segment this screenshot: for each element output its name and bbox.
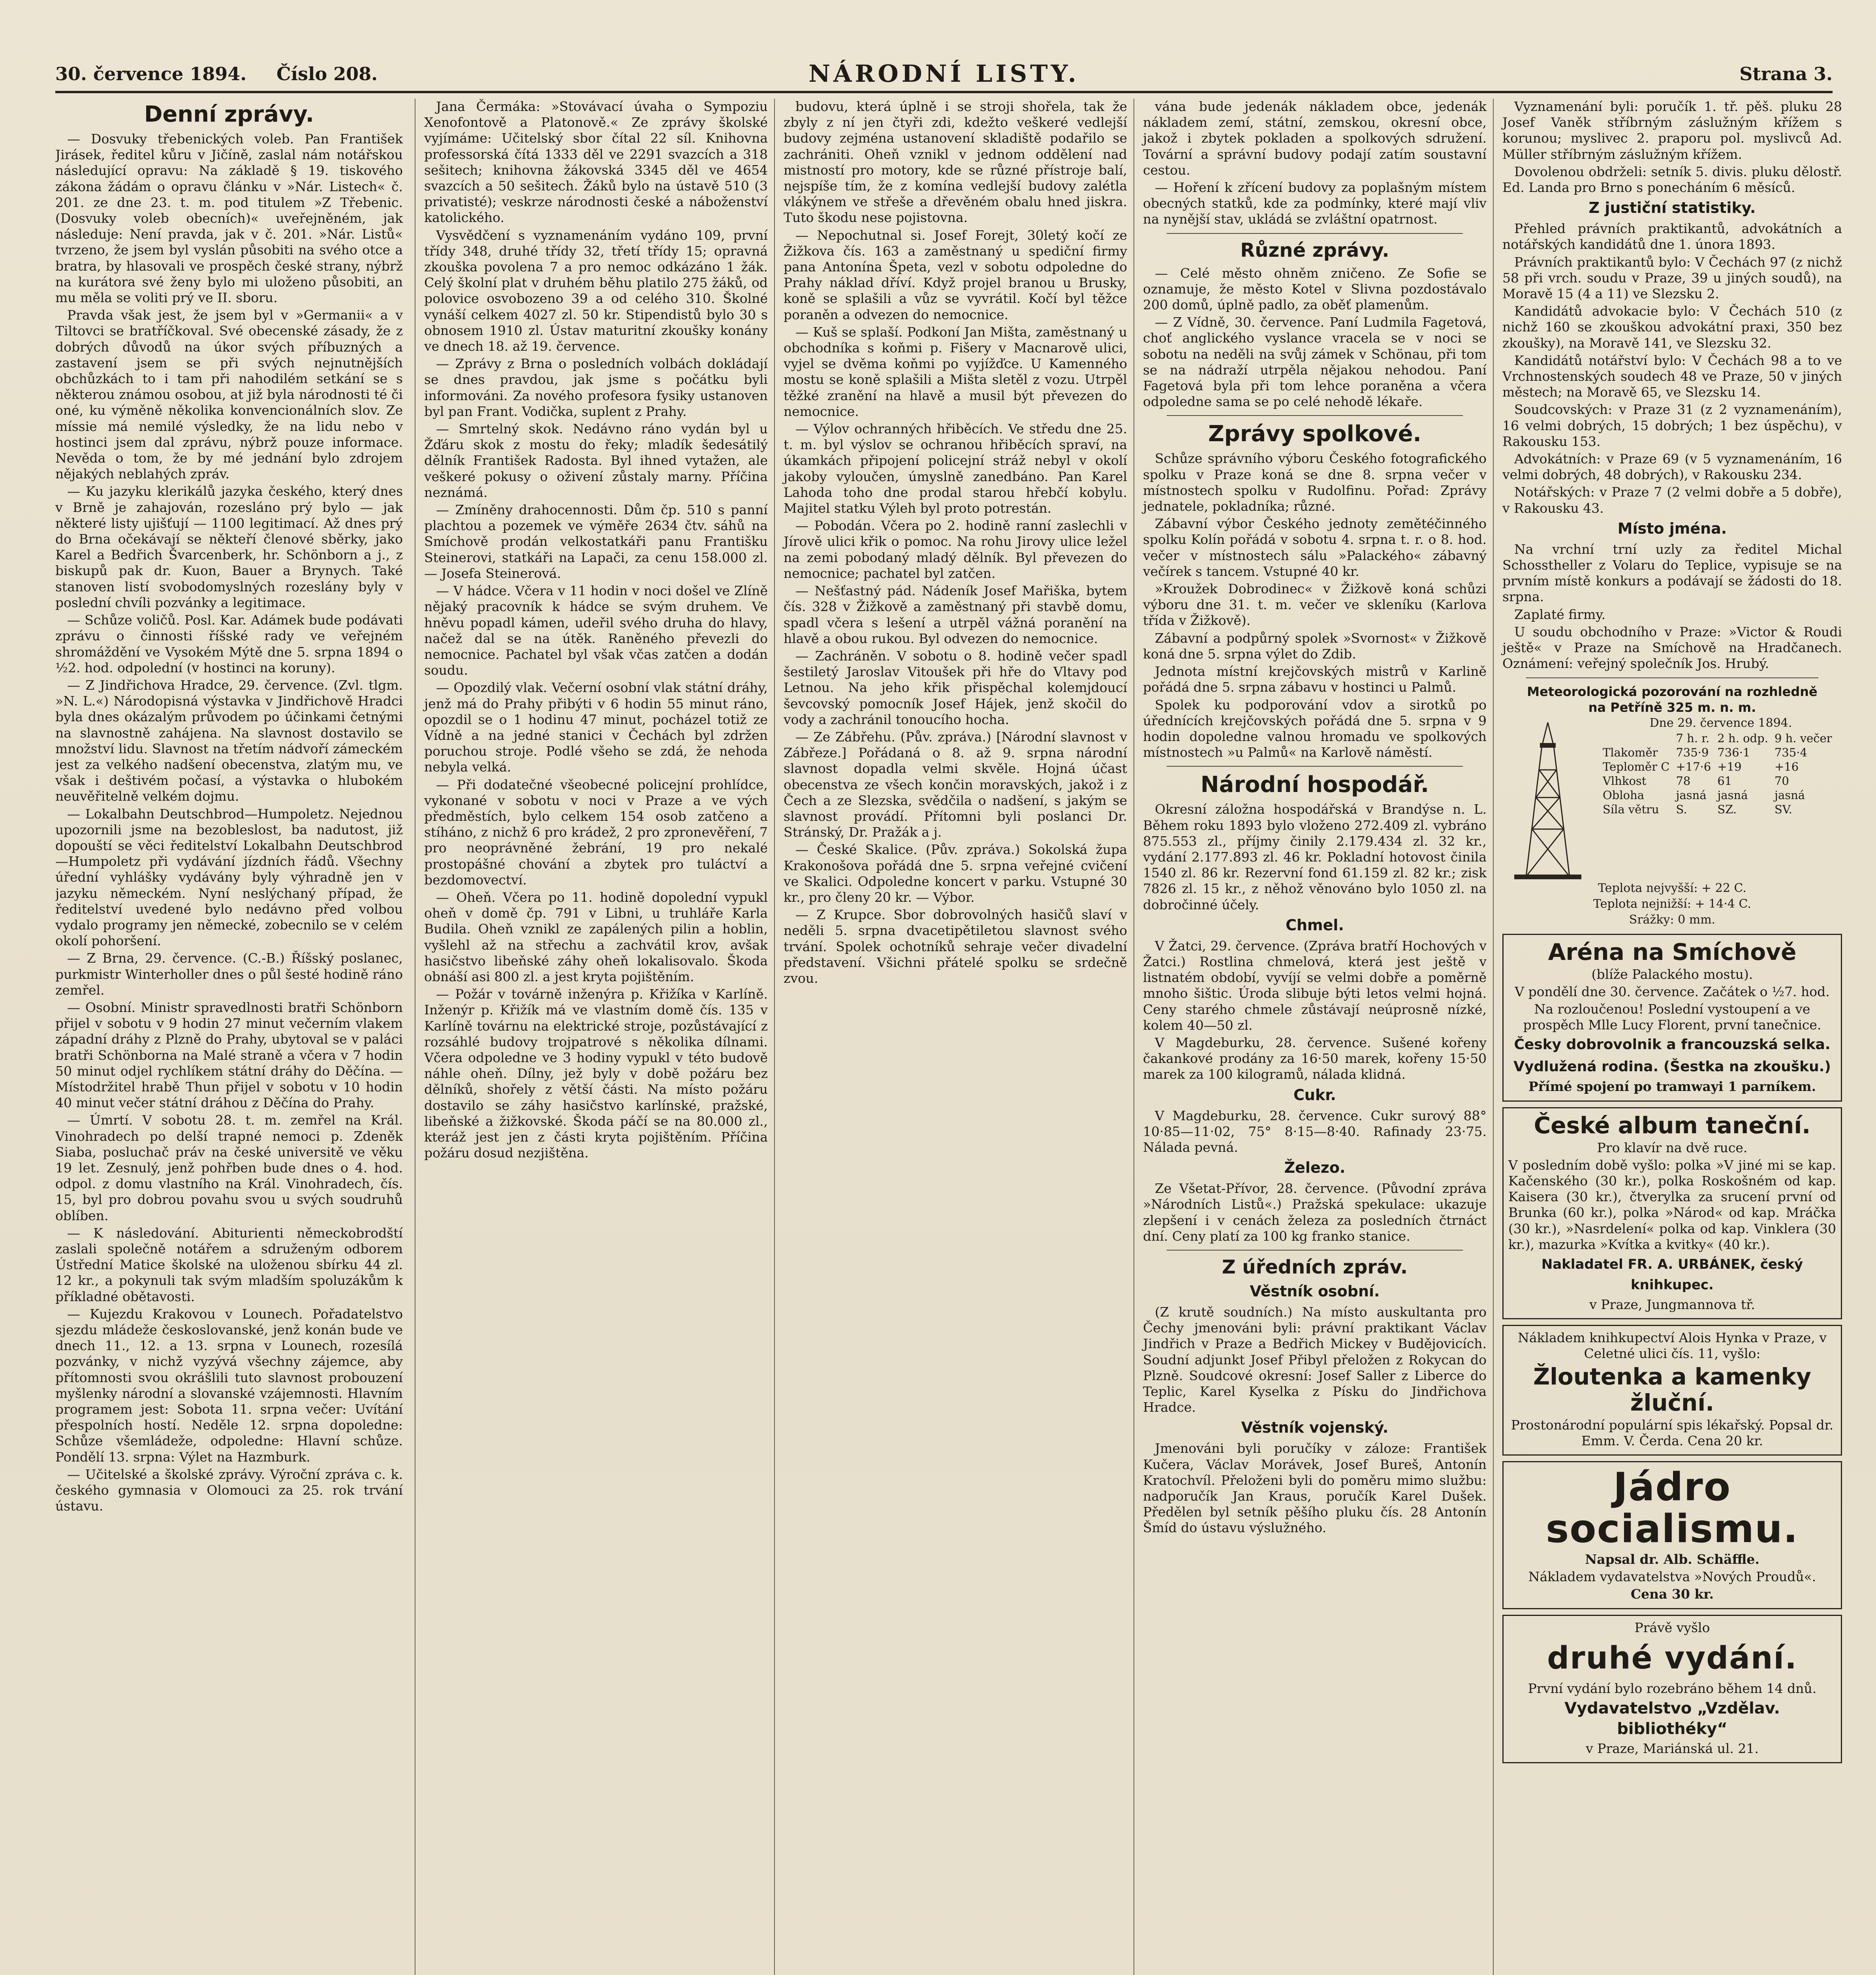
weather-row-label: Vlhkost bbox=[1603, 774, 1647, 788]
col5-intro bbox=[1502, 99, 1842, 196]
col2-articles bbox=[424, 99, 768, 1161]
page-number: Strana 3. bbox=[1739, 63, 1833, 85]
section-heading-statistika: Z justiční statistiky. bbox=[1588, 199, 1756, 217]
article-paragraph: — Pobodán. Včera po 2. hodině ranní zaslechli v Jírově ulici křik o pomoc. Na rohu Jirovy ulice ležel na zemi pobodaný mladý dělník. Byl převezen do nemocnice; pachatel byl zatčen. bbox=[784, 518, 1127, 581]
ad-album bbox=[1502, 1107, 1842, 1320]
article-paragraph: budovu, která úplně i se stroji shořela, tak že zbyly z ní jen čtyři zdi, kdežto veškeré vedlejší budovy zejména ustanovení skladiště podařilo se zachrániti. Oheň vznikl v jednom oddělení nad mistností pro motory, kde se různé přístroje balí, nejspíše tím, že z komína vedlejší budovy zalétla vlákýnem ve střeše a dřevěném obalu hned jiskra. Tuto škodu nese pojistovna. bbox=[784, 99, 1127, 226]
ruzne-articles bbox=[1143, 265, 1487, 410]
druhe-publisher: Vydavatelstvo „Vzdělav. bibliothéky“ bbox=[1564, 1699, 1780, 1738]
druhe-pre: Právě vyšlo bbox=[1634, 1620, 1710, 1635]
article-paragraph: V Magdeburku, 28. července. Cukr surový 88° 10·85—11·02, 75° 8·15—8·40. Rafinady 23·75. Nálada pevná. bbox=[1143, 1108, 1487, 1155]
column-4 bbox=[1133, 99, 1495, 1975]
article-paragraph: Zaplaté firmy. bbox=[1514, 606, 1606, 622]
arena-sub: (blíže Palackého mostu). bbox=[1591, 966, 1753, 982]
weather-cell: SV. bbox=[1774, 803, 1792, 816]
article-paragraph: — Celé město ohněm zničeno. Ze Sofie se oznamuje, že město Kotel v Slivna pozdostávalo 200 domů, úplně padlo, za oběť plamenům. bbox=[1143, 265, 1487, 313]
album-publisher-address: v Praze, Jungmannova tř. bbox=[1589, 1296, 1755, 1312]
section-heading-spolkove: Zprávy spolkové. bbox=[1208, 421, 1421, 447]
article-paragraph: — V hádce. Včera v 11 hodin v noci došel ve Zlíně nějaký pracovník k hádce se svým druhem. Ve hněvu popadl kámen, udeřil svého druha do hlavy, načež dal se na útěk. Raněného převezli do nemocnice. Pachatel byl však včas zatčen a dodán soudu. bbox=[424, 583, 768, 678]
ad-arena bbox=[1502, 934, 1842, 1102]
article-paragraph: — Ku jazyku klerikálů jazyka českého, který dnes v Brně je zahajován, rozesláno prý bylo — jak některé listy ujišťují — 1100 legitimací. Až dnes prý do Brna očekávají se někteří členové sběrky, jako Karel a Bedřich Švarcenberk, hr. Schönborn a j., z biskupů pak dr. Kuon, Bauer a Brynych. Také stanoven listí svobodomyslných rozeslány byly v poslední chvíli pozvánky a legitimace. bbox=[55, 483, 403, 610]
firms-articles bbox=[1502, 624, 1842, 672]
newspaper-title: NÁRODNÍ LISTY. bbox=[808, 60, 1079, 88]
arena-line5: Přímé spojení po tramwayi 1 parníkem. bbox=[1528, 1079, 1816, 1095]
article-paragraph: »Kroužek Dobrodinec« v Žižkově koná schůzi výboru dne 31. t. m. večer ve skleníku (Karlova třída v Žižkově). bbox=[1143, 581, 1487, 628]
article-paragraph: — Schůze voličů. Posl. Kar. Adámek bude podávati zprávu o činnosti říšské rady ve veřejném shromáždění ve Vysokém Mýtě dne 5. srpna 1894 o ½2. hod. odpolední (v hostinci na koruny). bbox=[55, 612, 403, 675]
article-paragraph: — České Skalice. (Pův. zpráva.) Sokolská župa Krakonošova pořádá dne 5. srpna veřejné cvičení ve Skalici. Odpoledne koncert v parku. Vstupné 30 kr., pro členy 20 kr. — Výbor. bbox=[784, 842, 1127, 905]
article-paragraph: — Výlov ochranných hřiběcích. Ve středu dne 25. t. m. byl výslov se ochranou hřiběcích spraví, na úkamkách připojení policejní stráž nebyl v okolí jakoby vyloučen, úmyslně zanedbáno. Pan Karel Lahoda toho dne prodal starou hřebčí kobylu. Majitel statku Výleh byl proto potrestán. bbox=[784, 421, 1127, 516]
section-heading-urad: Z úředních zpráv. bbox=[1222, 1256, 1408, 1278]
divider bbox=[1167, 233, 1463, 234]
article-paragraph: Soudcovských: v Praze 31 (z 2 vyznamenáním), 16 velmi dobrých, 15 dobrých; 1 bez úspěchu), v Rakousku 153. bbox=[1502, 402, 1842, 449]
jadro-publisher: Nákladem vydavatelstva »Nových Proudů«. bbox=[1528, 1569, 1816, 1585]
article-paragraph: (Z krutě soudních.) Na místo auskultanta pro Čechy jmenováni byli: právní praktikant Václav Jindřich v Praze a Bedřich Mickey v Budějovicích. Soudní adjunkt Josef Přibyl přeložen z Rokycan do Plzně. Soudcové okresní: Josef Saller z Liberce do Teplic, Karel Kyselka z Písku do Jindřichova Hradce. bbox=[1143, 1304, 1487, 1415]
article-paragraph: Na vrchní trní uzly za ředitel Michal Schosstheller z Volaru do Teplice, vypisuje se na prvním místě konkurs a podávají se žádosti do 18. srpna. bbox=[1502, 541, 1842, 605]
weather-title: Meteorologická pozorování na rozhledně bbox=[1527, 684, 1818, 699]
article-paragraph: — K následování. Abiturienti německobrodští zaslali společně notářem a sdruženým odborem Ústřední Matice školské na uloženou sbírku 44 zl. 12 kr., a pokynuli tak svým mladším spoluzákům k příkladné obětavosti. bbox=[55, 1225, 403, 1304]
col3-articles bbox=[784, 99, 1127, 986]
weather-rain: Srážky: 0 mm. bbox=[1629, 913, 1716, 927]
article-paragraph: Právních praktikantů bylo: V Čechách 97 (z nichž 58 při vrch. soudu v Praze, 39 u jiných soudů), na Moravě 15 (4 a 11) ve Slezsku 2. bbox=[1502, 254, 1842, 302]
ad-zlutenka bbox=[1502, 1325, 1842, 1456]
subheading-chmel: Chmel. bbox=[1286, 916, 1344, 934]
jadro-author: Napsal dr. Alb. Schäffle. bbox=[1585, 1551, 1759, 1567]
weather-cell: jasná bbox=[1774, 788, 1805, 802]
druhe-body: První vydání bylo rozebráno během 14 dnů. bbox=[1528, 1680, 1817, 1696]
article-paragraph: Kandidátů advokacie bylo: V Čechách 510 (z nichž 160 se zkouškou advokátní praxi, 350 bez zkoušky), na Moravě 141, ve Slezsku 32. bbox=[1502, 303, 1842, 351]
album-title: České album taneční. bbox=[1534, 1112, 1811, 1139]
article-paragraph: — Osobní. Ministr spravedlnosti bratři Schönborn přijel v sobotu v 9 hodin 27 minut večerním vlakem západní dráhy z Plzně do Prahy, ubytoval se v paláci bratři Schönborna na Malé straně a včera v 7 hodin 50 minut odjel rychlíkem státní dráhy do Děčína. — Místodržitel hrabě Thun přijel v sobotu v 10 hodin 40 minut večer státní dráhou z Děčína do Prahy. bbox=[55, 999, 403, 1111]
subheading-cukr: Cukr. bbox=[1293, 1086, 1336, 1104]
article-paragraph: — Nešťastný pád. Nádeník Josef Mařiška, bytem čís. 328 v Žižkově a zaměstnaný při stavbě domu, spadl včera s lešení a utrpěl vážná poranění na hlavě a obou rukou. Byl odvezen do nemocnice. bbox=[784, 583, 1127, 646]
petrin-tower-illustration bbox=[1502, 719, 1593, 880]
weather-cell: +17·6 bbox=[1676, 760, 1711, 774]
chmel-articles bbox=[1143, 938, 1487, 1083]
weather-table bbox=[1600, 731, 1835, 816]
article-paragraph: Dovolenou obdrželi: setník 5. divis. pluku dělostř. Ed. Landa pro Brno s ponecháním 6 měsíců. bbox=[1502, 164, 1842, 196]
album-sub: Pro klavír na dvě ruce. bbox=[1597, 1140, 1748, 1155]
hospodar-articles bbox=[1143, 801, 1487, 912]
article-paragraph: Ze Všetat-Přívor, 28. července. (Původní zpráva »Národních Listů«.) Pražská spekulace: ukazuje zlepšení i v cenách železa za posledních čtrnáct dní. Ceny platí za 100 kg franko stanice. bbox=[1143, 1181, 1487, 1244]
weather-col-header: 9 h. večer bbox=[1774, 732, 1832, 745]
article-paragraph: — Kuš se splaší. Podkoní Jan Mišta, zaměstnaný u obchodníka s koňmi p. Fišery v Macnarově ulici, vyjel se dvěma koňmi po vyjížďce. U Kamenného mostu se koně splašili a Mišta sletěl z vozu. Utrpěl těžké zranění na hlavě a musil být převezen do nemocnice. bbox=[784, 324, 1127, 419]
column-5 bbox=[1493, 99, 1842, 1975]
article-paragraph: Schůze správního výboru Českého fotografického spolku v Praze koná se dne 8. srpna večer v místnostech spolku v Rudolfinu. Pořad: Zprávy jednatele, pokladníka; různé. bbox=[1143, 451, 1487, 514]
article-paragraph: Notářských: v Praze 7 (2 velmi dobře a 5 dobře), v Rakousku 43. bbox=[1502, 484, 1842, 516]
col1-articles bbox=[55, 131, 403, 1514]
weather-col-header: 2 h. odp. bbox=[1717, 732, 1768, 745]
statistika-articles bbox=[1502, 221, 1842, 516]
druhe-title: druhé vydání. bbox=[1547, 1640, 1797, 1676]
weather-row-label: Obloha bbox=[1603, 788, 1645, 802]
zlutenka-title: Žloutenka a kamenky žluční. bbox=[1533, 1363, 1811, 1416]
weather-date: Dne 29. července 1894. bbox=[1649, 716, 1792, 730]
masthead bbox=[55, 59, 1833, 93]
arena-line3: Česky dobrovolnik a francouzská selka. bbox=[1514, 1036, 1831, 1053]
spolkove-articles bbox=[1143, 451, 1487, 760]
article-paragraph: Spolek ku podporování vdov a sirotků po úřednících krejčovských pořádá dne 5. srpna v 9 hodin dopoledne valnou hromadu ve spolkových místnostech »u Palmů« na Karlově náměstí. bbox=[1143, 697, 1487, 760]
weather-cell: 70 bbox=[1774, 774, 1789, 788]
weather-report bbox=[1502, 684, 1842, 928]
weather-cell: 61 bbox=[1717, 774, 1732, 788]
cukr-articles bbox=[1143, 1108, 1487, 1156]
divider bbox=[1167, 1250, 1463, 1251]
weather-cell: 78 bbox=[1676, 774, 1691, 788]
weather-tmin: Teplota nejnižší: + 14·4 C. bbox=[1593, 897, 1751, 911]
album-publisher: Nakladatel FR. A. URBÁNEK, český knihkupec. bbox=[1541, 1256, 1803, 1293]
column-2 bbox=[415, 99, 776, 1975]
jadro-title: Jádro socialismu. bbox=[1545, 1464, 1799, 1552]
ad-druhe-vydani bbox=[1502, 1615, 1842, 1764]
article-paragraph: Jana Čermáka: »Stovávací úvaha o Sympoziu Xenofontově a Platonově.« Ze zprávy školské vyjímáme: Učitelský sbor čítal 22 síl. Knihovna professorská čítá 1333 děl ve 2291 svazcích a 318 sešitech; knihovna žákovská 3345 děl ve 4654 svazcích a 50 sešitech. Žáků bylo na ústavě 510 (3 privatisté); veskrze národnosti české a náboženství katolického. bbox=[424, 99, 768, 226]
article-paragraph: — Ze Zábřehu. (Pův. zpráva.) [Národní slavnost v Zábřeze.] Pořádaná o 8. až 9. srpna národní slavnost dopadla velmi skvěle. Hojná účast obecenstva ze všech končin moravských, jakož i z Čech a ze Slezska, svědčila o nadšení, s jakým se slavnost provádí. Přítomni byli poslanci Dr. Stránský, Dr. Pražák a j. bbox=[784, 729, 1127, 840]
ad-jadro bbox=[1502, 1461, 1842, 1609]
article-paragraph: Pravda však jest, že jsem byl v »Germanii« a v Tiltovci se bratříčkoval. Své obecenské zásady, že z dobrých důvodů na úkor svých příbuzných a zastavení jsem se při svých nejnutnějších obchůzkách to i tam při nahodilém setkání se s některou známou osobou, at již byla národnosti té či oné, ku výměně několika konvencionálních slov. Ze míssie má nemilé výsledky, že na lidu nebo v hostinci jsem dal zprávu, nýbrž pouze informace. Nevěda o tom, že by mé jednání bylo zdrojem nějakých neblahých zpráv. bbox=[55, 307, 403, 482]
weather-row-label: Tlakoměr bbox=[1603, 746, 1658, 760]
article-paragraph: — Opozdilý vlak. Večerní osobní vlak státní dráhy, jenž má do Prahy přibýti v 6 hodin 55 minut ráno, opozdil se o 1 hodinu 47 minut, pocházel totiž ze Vídně a na jedné stanici v Čechách byl zdržen poruchou stroje. Podlé všeho se zdá, že nehoda nebyla velká. bbox=[424, 680, 768, 775]
article-paragraph: vána bude jedenák nákladem obce, jedenák nákladem zemí, státní, zemskou, okresní obce, jakož i zbytek pokladen a spolkových sdružení. Tovární a správní budovy podají zatím soustavní cestou. bbox=[1143, 99, 1487, 178]
weather-cell: 736·1 bbox=[1717, 746, 1750, 760]
voj-articles bbox=[1143, 1441, 1487, 1536]
article-paragraph: Vysvědčení s vyznamenáním vydáno 109, první třídy 348, druhé třídy 32, třetí třídy 15; opravná zkouška povolena 7 a pro nemoc odkázáno 1 žák. Celý školní plat v druhém běhu platilo 275 žáků, od polovice osvobozeno 39 a od celého 310. Školné vynáší celkem 4027 zl. 50 kr. Stipendistů bylo 30 s obnosem 1910 zl. Ústav maturitní zkoušky konány ve dnech 18. až 19. července. bbox=[424, 227, 768, 354]
article-paragraph: — Při dodatečné všeobecné policejní prohlídce, vykonané v sobotu v noci v Praze a ve vých předměstích, bylo celkem 154 osob zatčeno a stíháno, z nichž 6 pro krádež, 2 pro zpronevěření, 7 pro neoprávněné žebrání, 19 pro nekalé prostopášné chování a zbytek pro tuláctví a bezdomovectví. bbox=[424, 777, 768, 888]
weather-col-header: 7 h. r. bbox=[1676, 732, 1710, 745]
article-paragraph: — Zachráněn. V sobotu o 8. hodině večer spadl šestiletý Jaroslav Vitoušek při hře do Vltavy pod Letnou. Na jeho křik přispěchal kolemjdoucí ševcovský pomocník Josef Hájek, jenž skočil do vody a zachránil tonoucího hocha. bbox=[784, 648, 1127, 727]
article-paragraph: Vyznamenání byli: poručík 1. tř. pěš. pluku 28 Josef Vaněk stříbrným záslužným křížem s korunou; myslivec 2. praporu pol. myslivců Ad. Müller stříbrným záslužným křížem. bbox=[1502, 99, 1842, 162]
weather-row-label: Teploměr C bbox=[1603, 760, 1670, 774]
article-paragraph: — Úmrtí. V sobotu 28. t. m. zemřel na Král. Vinohradech po delší trapné nemoci p. Zdeněk Siaba, posluchač práv na české universitě ve věku 19 let. Zesnulý, jenž pohřben bude dnes o 4. hod. odpol. z domu vlastního na Král. Vinohradech, čís. 15, byl pro dobrou povahu svou u svých soudruhů oblíben. bbox=[55, 1112, 403, 1223]
column-1 bbox=[55, 99, 412, 1975]
article-paragraph: — Nepochutnal si. Josef Forejt, 30letý kočí ze Žižkova čís. 163 a zaměstnaný u spediční firmy pana Antonína Špeta, vezl v sobotu odpoledne do Prahy náklad dříví. Když projel branou u Brusky, koně se splašili a vůz se vyvrátil. Kočí byl těžce poraněn a odvezen do nemocnice. bbox=[784, 227, 1127, 322]
weather-tmax: Teplota nejvyšší: + 22 C. bbox=[1598, 881, 1746, 895]
article-paragraph: Kandidátů notářství bylo: V Čechách 98 a to ve Vrchnostenských soudech 48 ve Praze, 50 v jiných městech; na Moravě 65, ve Slezsku 14. bbox=[1502, 352, 1842, 400]
weather-row-label: Síla větru bbox=[1603, 803, 1659, 816]
article-paragraph: Přehled právních praktikantů, advokátních a notářských kandidátů dne 1. února 1893. bbox=[1502, 221, 1842, 252]
article-paragraph: Okresní záložna hospodářská v Brandýse n. L. Během roku 1893 bylo vloženo 272.409 zl. vybráno 875.553 zl., příjmy činily 2.179.434 zl. 32 kr., vydání 2.177.893 zl. 46 kr. Pokladní hotovost činila 1540 zl. 86 kr. Rezervní fond 61.159 zl. 82 kr.; zisk 7826 zl. 15 kr., z něhož věnováno bylo 1050 zl. na dobročinné účely. bbox=[1143, 801, 1487, 912]
article-paragraph: — Oheň. Včera po 11. hodině dopolední vypukl oheň v domě čp. 791 v Libni, u truhláře Karla Budila. Oheň vznikl ze zapálených pilin a hoblin, vyšlehl až na střechu a zachvátil krov, avšak hasičstvo libeňské záhy oheň lokalisovalo. Škoda obnáší asi 800 zl. a jest kryta pojištěním. bbox=[424, 889, 768, 984]
jadro-price: Cena 30 kr. bbox=[1630, 1586, 1714, 1602]
divider bbox=[1167, 415, 1463, 416]
zelezo-articles bbox=[1143, 1181, 1487, 1244]
article-paragraph: — Učitelské a školské zprávy. Výroční zpráva c. k. českého gymnasia v Olomouci za 25. rok trvání ústavu. bbox=[55, 1466, 403, 1514]
article-paragraph: Advokátních: v Praze 69 (v 5 vyznamenáním, 16 velmi dobrých, 48 dobrých), v Rakousku 234. bbox=[1502, 451, 1842, 483]
weather-cell: jasná bbox=[1676, 788, 1707, 802]
issue-number: Číslo 208. bbox=[276, 63, 378, 85]
article-paragraph: Zábavní výbor Českého jednoty zemětéčinného spolku Kolín pořádá v sobotu 4. srpna t. r. o 8. hod. večer v místnostech sálu »Palackého« zábavný večírek s tancem. Vstupné 40 kr. bbox=[1143, 516, 1487, 579]
weather-cell: 735·4 bbox=[1774, 746, 1807, 760]
article-paragraph: Jednota místní krejčovských mistrů v Karlině pořádá dne 5. srpna zábavu v hostinci u Palmů. bbox=[1143, 664, 1487, 695]
arena-line2: Na rozloučenou! Poslední vystoupení a ve prospěch Mlle Lucy Florent, první tanečnice. bbox=[1523, 1001, 1821, 1033]
article-paragraph: — Kujezdu Krakovou v Lounech. Pořadatelstvo sjezdu mládeže českoslovanské, jenž konán bude ve dnech 11., 12. a 13. srpna v Lounech, rozesílá pozvánky, v nichž vyzývá všechny zájemce, aby přítomnosti svou okrášlili tuto slavnost probouzení myšlenky národní a slovanské vzájemnosti. Hlavním programem jest: Sobota 11. srpna večer: Uvítání přespolních hostí. Neděle 12. srpna dopoledne: Schůze všemládeže, odpoledne: Hlavní schůze. Pondělí 13. srpna: Výlet na Hazmburk. bbox=[55, 1306, 403, 1465]
columns bbox=[55, 99, 1840, 1975]
article-paragraph: V Magdeburku, 28. července. Sušené kořeny čakankové prodány za 16·50 marek, kořeny 15·50 marek za 100 kilogramů, nálada klidná. bbox=[1143, 1035, 1487, 1082]
article-paragraph: — Zprávy z Brna o posledních volbách dokládají se dnes pravdou, jak jsme s počátku byli informováni. Za nového profesora fysiky ustanoven byl pan Frant. Vodička, suplent z Prahy. bbox=[424, 356, 768, 419]
article-paragraph: — Z Vídně, 30. července. Paní Ludmila Fagetová, choť anglického vyslance vracela se v noci se sobotu na neděli na svůj zámek v Schönau, při tom se na nádraží utrpěla nějakou nehodou. Paní Fagetová byla při tom lehce poraněna a včera odpoledne sama se po celé nehodě lékaře. bbox=[1143, 314, 1487, 410]
article-paragraph: — Zmíněny drahocennosti. Dům čp. 510 s panní plachtou a pozemek ve výměře 2634 čtv. sáhů na Smíchově prodán velkostatkáři panu Františku Steinerovi, statkáři na Lapači, za cenu 158.000 zl. — Josefa Steinerová. bbox=[424, 502, 768, 581]
weather-cell: +16 bbox=[1774, 760, 1799, 774]
article-paragraph: Jmenováni byli poručíky v záloze: František Kučera, Václav Morávek, Josef Bureš, Antonín Kratochvíl. Přeloženi byli do poměru mimo službu: nadporučík Jan Kraus, poručík Karel Dušek. Předělen byl setník pěšího pluku čís. 28 Antonín Šmíd do ústavu výslužného. bbox=[1143, 1441, 1487, 1536]
weather-cell: +19 bbox=[1717, 760, 1742, 774]
article-paragraph: — Lokalbahn Deutschbrod—Humpoletz. Nejednou upozornili jsme na bezobleslost, ba nadutost, již dopouští se věci ředitelství Lokalbahn Deutschbrod—Humpoletz při vydávání jízdních řádů. Všechny úřední vyhlášky vydávány byly výhradně jen v jazyku německém. Nyní neslýchaný případ, že ředitelství uvedené bylo nedávno před volbou vydalo programy jen německé, zobecnilo se v celém okolí pohoršení. bbox=[55, 806, 403, 949]
column-3 bbox=[774, 99, 1136, 1975]
issue-date: 30. července 1894. bbox=[55, 63, 247, 85]
article-paragraph: U soudu obchodního v Praze: »Victor & Roudi ještě« v Praze na Smíchově na Hradčanech. Oznámení: veřejný společník Jos. Hrubý. bbox=[1502, 624, 1842, 672]
subheading-zelezo: Železo. bbox=[1284, 1159, 1346, 1177]
article-paragraph: — Dosvuky třebenických voleb. Pan František Jirásek, ředitel kůru v Jičíně, zaslal nám notářskou následující opravu: Na základě § 19. tiskového zákona žádám o opravu článku v »Nár. Listech« č. 201. ze dne 23. t. m. pod titulem »Z Třebenic. (Dosvuky voleb obecních)« uveřejněném, jak následuje: Není pravda, jak v č. 201. »Nár. Listů« tvrzeno, že jsem byl vyslán působiti na svého otce a bratra, by hlasovali ve prospěch české strany, nýbrž na kurátora své ženy bylo mi uloženo působiti, an mu měla se voliti prý ve II. sboru. bbox=[55, 131, 403, 306]
subheading-vestnik-vojensky: Věstník vojenský. bbox=[1241, 1419, 1389, 1437]
article-paragraph: Zábavní a podpůrný spolek »Svornost« v Žižkově koná dne 5. srpna výlet do Zdib. bbox=[1143, 630, 1487, 662]
arena-title: Aréna na Smíchově bbox=[1548, 938, 1797, 965]
col4-intro bbox=[1143, 99, 1487, 228]
article-paragraph: — Z Jindřichova Hradce, 29. července. (Zvl. tlgm. »N. L.«) Národopisná výstavka v Jindřichově Hradci byla dnes okázalým průvodem po účinkami četnými na slavnostně zahájena. Na slavnost dostavilo se množství lidu. Slavnost na třetím nádvoří zámeckém jest za velkého nadšení obecenstva, zlatým mu, ve však i deštivém počasí, a výstavka o hlubokém neuvěřitelně velkém dojmu. bbox=[55, 677, 403, 804]
article-paragraph: V Žatci, 29. července. (Zpráva bratří Hochových v Žatci.) Rostlina chmelová, která jest ještě v listnatém období, vyvíjí se velmi dobře a poměrně mnoho šištic. Úroda slibuje býti letos velmi hojná. Ceny starého chmele zůstávají neúprosně nízké, kolem 40—50 zl. bbox=[1143, 938, 1487, 1033]
weather-cell: SZ. bbox=[1717, 803, 1737, 816]
divider bbox=[1167, 766, 1463, 767]
misto-articles bbox=[1502, 542, 1842, 623]
article-paragraph: — Smrtelný skok. Nedávno ráno vydán byl u Žďáru skok z mostu do řeky; mladík šedesátilý dělník František Radosta. Byl ihned vytažen, ale veškeré pokusy o oživení zůstaly marny. Příčina neznámá. bbox=[424, 421, 768, 500]
weather-subtitle: na Petříně 325 m. n. m. bbox=[1588, 700, 1756, 715]
section-heading-hospodar: Národní hospodář. bbox=[1200, 772, 1429, 798]
weather-cell: jasná bbox=[1717, 788, 1748, 802]
article-paragraph: — Z Brna, 29. července. (C.-B.) Říšský poslanec, purkmistr Winterholler dnes o půl šesté hodině ráno zemřel. bbox=[55, 950, 403, 998]
section-heading-ruzne: Různé zprávy. bbox=[1240, 239, 1389, 261]
zlutenka-pre: Nákladem knihkupectví Alois Hynka v Praze, v Celetné ulici čís. 11, vyšlo: bbox=[1518, 1330, 1827, 1362]
zlutenka-body: Prostonárodní populární spis lékařský. Popsal dr. Emm. V. Čerda. Cena 20 kr. bbox=[1511, 1417, 1834, 1448]
album-body: V posledním době vyšlo: polka »V jiné mi se kap. Kačenského (30 kr.), polka Roskošném od kap. Kaisera (30 kr.), čtverylka za srucení první od Brunka (60 kr.), polka »Národ« od kap. Mráčka (30 kr.), »Nasrdelení« polka od kap. Vinklera (30 kr.), mazurka »Kvítka a kvitky« (40 kr.). bbox=[1508, 1157, 1836, 1252]
section-heading-denni: Denní zprávy. bbox=[144, 102, 314, 127]
article-paragraph: — Požár v továrně inženýra p. Křižíka v Karlíně. Inženýr p. Křižík má ve vlastním domě čís. 135 v Karlíně továrnu na elektrické stroje, pozůstávající z rozsáhlé budovy trojpatrové s několika dílnami. Včera odpoledne ve 3 hodiny vypukl v této budově náhle oheň. Dílny, jež byly v době požáru bez dělníků, shořely z větší části. Na místo požáru dostavilo se záhy hasičstvo karlínské, pražské, libeňské a žižkovské. Škoda páčí se na 80.000 zl., kteráž jest jen z části kryta pojištěním. Příčina požáru dosud nezjištěna. bbox=[424, 986, 768, 1161]
subheading-misto: Místo jména. bbox=[1617, 519, 1727, 537]
weather-cell: S. bbox=[1676, 803, 1687, 816]
weather-cell: 735·9 bbox=[1676, 746, 1709, 760]
subheading-vestnik-osobni: Věstník osobní. bbox=[1250, 1282, 1380, 1300]
article-paragraph: — Hoření k zřícení budovy za poplašným místem obecných statků, kde za podmínky, které mají vliv na nynější stav, ukládá se zvláštní opatrnost. bbox=[1143, 180, 1487, 227]
divider bbox=[1526, 677, 1818, 678]
article-paragraph: — Z Krupce. Sbor dobrovolných hasičů slaví v neděli 5. srpna dvacetipětiletou slavnost svého trvání. Spolek ochotníků sehraje večer divadelní představení. Všichni přátelé spolku se srdečně zvou. bbox=[784, 907, 1127, 986]
arena-line4: Vydlužená rodina. (Šestka na zkoušku.) bbox=[1513, 1059, 1831, 1075]
arena-line1: V pondělí dne 30. července. Začátek o ½7. hod. bbox=[1515, 984, 1830, 999]
urad-articles bbox=[1143, 1304, 1487, 1415]
druhe-address: v Praze, Mariánská ul. 21. bbox=[1586, 1740, 1759, 1756]
